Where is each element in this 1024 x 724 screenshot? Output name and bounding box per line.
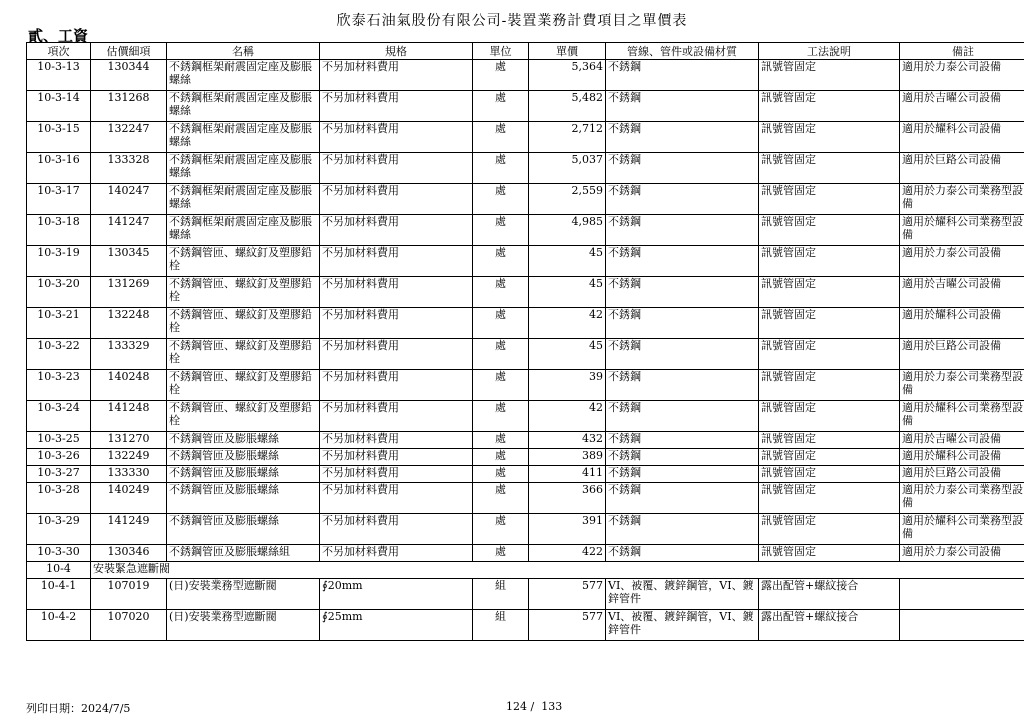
item-note: 適用於巨路公司設備 bbox=[900, 466, 1024, 483]
table-row bbox=[27, 401, 1024, 432]
item-price: 45 bbox=[529, 246, 606, 277]
section-heading: 貳、工資 bbox=[28, 27, 89, 45]
item-note: 適用於耀科公司設備 bbox=[900, 449, 1024, 466]
item-name: 不銹鋼管匝及膨脹螺絲 bbox=[167, 466, 320, 483]
item-material: 不銹鋼 bbox=[606, 483, 759, 514]
item-price: 389 bbox=[529, 449, 606, 466]
item-unit: 處 bbox=[473, 432, 529, 449]
item-no: 10-3-17 bbox=[27, 184, 91, 215]
item-unit: 組 bbox=[473, 610, 529, 641]
item-unit: 處 bbox=[473, 370, 529, 401]
item-unit: 處 bbox=[473, 514, 529, 545]
item-code: 132249 bbox=[91, 449, 167, 466]
item-material: 不銹鋼 bbox=[606, 153, 759, 184]
item-unit: 處 bbox=[473, 545, 529, 562]
item-price: 391 bbox=[529, 514, 606, 545]
table-row bbox=[27, 545, 1024, 562]
item-price: 577 bbox=[529, 610, 606, 641]
item-no: 10-3-30 bbox=[27, 545, 91, 562]
item-method: 訊號管固定 bbox=[759, 339, 900, 370]
item-code: 131269 bbox=[91, 277, 167, 308]
table-row bbox=[27, 579, 1024, 610]
item-material: 不銹鋼 bbox=[606, 514, 759, 545]
item-no: 10-3-23 bbox=[27, 370, 91, 401]
item-no: 10-3-20 bbox=[27, 277, 91, 308]
table-row bbox=[27, 514, 1024, 545]
item-name: (日)安裝業務型遮斷閥 bbox=[167, 579, 320, 610]
item-price: 5,482 bbox=[529, 91, 606, 122]
table-row bbox=[27, 610, 1024, 641]
item-name: 不銹鋼管匝及膨脹螺絲 bbox=[167, 514, 320, 545]
subsection-row bbox=[27, 562, 1024, 579]
item-note: 適用於耀科公司設備 bbox=[900, 308, 1024, 339]
item-unit: 處 bbox=[473, 122, 529, 153]
item-no: 10-3-29 bbox=[27, 514, 91, 545]
item-no: 10-4-2 bbox=[27, 610, 91, 641]
item-name: 不銹鋼管匝、螺紋釘及塑膠鉛栓 bbox=[167, 401, 320, 432]
item-unit: 處 bbox=[473, 246, 529, 277]
table-row bbox=[27, 449, 1024, 466]
table-row bbox=[27, 339, 1024, 370]
item-note: 適用於耀科公司設備 bbox=[900, 122, 1024, 153]
col-header: 名稱 bbox=[167, 43, 320, 60]
table-row bbox=[27, 277, 1024, 308]
item-no: 10-4-1 bbox=[27, 579, 91, 610]
item-no: 10-3-26 bbox=[27, 449, 91, 466]
item-material: 不銹鋼 bbox=[606, 91, 759, 122]
item-material: 不銹鋼 bbox=[606, 277, 759, 308]
col-header: 項次 bbox=[27, 43, 91, 60]
item-code: 133329 bbox=[91, 339, 167, 370]
item-code: 141249 bbox=[91, 514, 167, 545]
item-unit: 處 bbox=[473, 60, 529, 91]
header-row bbox=[27, 43, 1024, 60]
item-name: 不銹鋼框架耐震固定座及膨脹螺絲 bbox=[167, 60, 320, 91]
item-unit: 處 bbox=[473, 483, 529, 514]
item-material: VI、被覆、鍍鋅鋼管，VI、鍍鋅管件 bbox=[606, 579, 759, 610]
item-material: 不銹鋼 bbox=[606, 339, 759, 370]
item-unit: 處 bbox=[473, 449, 529, 466]
col-header: 單位 bbox=[473, 43, 529, 60]
item-no: 10-3-16 bbox=[27, 153, 91, 184]
item-code: 133330 bbox=[91, 466, 167, 483]
table-row bbox=[27, 370, 1024, 401]
item-unit: 處 bbox=[473, 184, 529, 215]
item-method: 訊號管固定 bbox=[759, 277, 900, 308]
item-price: 45 bbox=[529, 277, 606, 308]
item-method: 訊號管固定 bbox=[759, 60, 900, 91]
item-spec: 不另加材料費用 bbox=[320, 215, 473, 246]
item-method: 訊號管固定 bbox=[759, 122, 900, 153]
item-method: 訊號管固定 bbox=[759, 401, 900, 432]
item-note: 適用於耀科公司業務型設備 bbox=[900, 514, 1024, 545]
item-no: 10-3-19 bbox=[27, 246, 91, 277]
item-code: 131270 bbox=[91, 432, 167, 449]
item-name: 不銹鋼管匝及膨脹螺絲 bbox=[167, 432, 320, 449]
item-note: 適用於吉曜公司設備 bbox=[900, 432, 1024, 449]
item-spec: 不另加材料費用 bbox=[320, 153, 473, 184]
item-code: 141248 bbox=[91, 401, 167, 432]
item-unit: 處 bbox=[473, 401, 529, 432]
item-price: 2,559 bbox=[529, 184, 606, 215]
item-no: 10-3-14 bbox=[27, 91, 91, 122]
item-name: 不銹鋼管匝、螺紋釘及塑膠鉛栓 bbox=[167, 339, 320, 370]
item-no: 10-3-28 bbox=[27, 483, 91, 514]
price-table bbox=[26, 42, 1024, 641]
item-spec: 不另加材料費用 bbox=[320, 401, 473, 432]
item-code: 130346 bbox=[91, 545, 167, 562]
item-code: 131268 bbox=[91, 91, 167, 122]
item-price: 5,037 bbox=[529, 153, 606, 184]
item-spec: ∮25mm bbox=[320, 610, 473, 641]
item-material: 不銹鋼 bbox=[606, 545, 759, 562]
item-unit: 處 bbox=[473, 339, 529, 370]
item-unit: 處 bbox=[473, 308, 529, 339]
item-note: 適用於吉曜公司設備 bbox=[900, 91, 1024, 122]
col-header: 管線、管件或設備材質 bbox=[606, 43, 759, 60]
item-code: 140249 bbox=[91, 483, 167, 514]
item-unit: 處 bbox=[473, 215, 529, 246]
item-unit: 處 bbox=[473, 91, 529, 122]
col-header: 備註 bbox=[900, 43, 1024, 60]
item-note: 適用於力泰公司設備 bbox=[900, 60, 1024, 91]
item-method: 露出配管+螺紋接合 bbox=[759, 579, 900, 610]
item-method: 訊號管固定 bbox=[759, 246, 900, 277]
table-row bbox=[27, 308, 1024, 339]
item-note: 適用於力泰公司業務型設備 bbox=[900, 370, 1024, 401]
item-note: 適用於耀科公司業務型設備 bbox=[900, 401, 1024, 432]
table-row bbox=[27, 466, 1024, 483]
item-note: 適用於力泰公司設備 bbox=[900, 246, 1024, 277]
item-name: 不銹鋼框架耐震固定座及膨脹螺絲 bbox=[167, 91, 320, 122]
item-spec: 不另加材料費用 bbox=[320, 277, 473, 308]
table-row bbox=[27, 60, 1024, 91]
item-code: 130344 bbox=[91, 60, 167, 91]
item-no: 10-3-21 bbox=[27, 308, 91, 339]
item-code: 141247 bbox=[91, 215, 167, 246]
item-spec: 不另加材料費用 bbox=[320, 184, 473, 215]
item-note: 適用於巨路公司設備 bbox=[900, 153, 1024, 184]
item-spec: 不另加材料費用 bbox=[320, 545, 473, 562]
item-method: 訊號管固定 bbox=[759, 184, 900, 215]
item-material: 不銹鋼 bbox=[606, 308, 759, 339]
item-spec: 不另加材料費用 bbox=[320, 432, 473, 449]
item-name: 不銹鋼框架耐震固定座及膨脹螺絲 bbox=[167, 184, 320, 215]
item-note: 適用於巨路公司設備 bbox=[900, 339, 1024, 370]
item-spec: 不另加材料費用 bbox=[320, 91, 473, 122]
item-note bbox=[900, 579, 1024, 610]
item-method: 訊號管固定 bbox=[759, 545, 900, 562]
item-material: VI、被覆、鍍鋅鋼管，VI、鍍鋅管件 bbox=[606, 610, 759, 641]
item-name: 不銹鋼框架耐震固定座及膨脹螺絲 bbox=[167, 153, 320, 184]
item-note: 適用於力泰公司業務型設備 bbox=[900, 184, 1024, 215]
table-row bbox=[27, 215, 1024, 246]
item-method: 訊號管固定 bbox=[759, 153, 900, 184]
item-price: 4,985 bbox=[529, 215, 606, 246]
item-spec: 不另加材料費用 bbox=[320, 466, 473, 483]
table-row bbox=[27, 184, 1024, 215]
item-method: 訊號管固定 bbox=[759, 449, 900, 466]
col-header: 單價 bbox=[529, 43, 606, 60]
item-material: 不銹鋼 bbox=[606, 432, 759, 449]
item-unit: 處 bbox=[473, 277, 529, 308]
item-spec: 不另加材料費用 bbox=[320, 246, 473, 277]
item-name: 不銹鋼管匝及膨脹螺絲組 bbox=[167, 545, 320, 562]
item-spec: 不另加材料費用 bbox=[320, 122, 473, 153]
item-price: 422 bbox=[529, 545, 606, 562]
item-no: 10-3-22 bbox=[27, 339, 91, 370]
item-price: 411 bbox=[529, 466, 606, 483]
item-method: 訊號管固定 bbox=[759, 91, 900, 122]
item-price: 5,364 bbox=[529, 60, 606, 91]
item-material: 不銹鋼 bbox=[606, 184, 759, 215]
print-date: 列印日期：2024/7/5 bbox=[26, 702, 131, 715]
item-note: 適用於力泰公司業務型設備 bbox=[900, 483, 1024, 514]
item-no: 10-3-13 bbox=[27, 60, 91, 91]
item-material: 不銹鋼 bbox=[606, 466, 759, 483]
table-row bbox=[27, 91, 1024, 122]
item-method: 訊號管固定 bbox=[759, 483, 900, 514]
item-spec: 不另加材料費用 bbox=[320, 370, 473, 401]
subsection-no: 10-4 bbox=[27, 562, 91, 579]
item-spec: ∮20mm bbox=[320, 579, 473, 610]
item-note: 適用於吉曜公司設備 bbox=[900, 277, 1024, 308]
item-price: 42 bbox=[529, 308, 606, 339]
item-code: 132247 bbox=[91, 122, 167, 153]
item-price: 2,712 bbox=[529, 122, 606, 153]
item-price: 366 bbox=[529, 483, 606, 514]
item-spec: 不另加材料費用 bbox=[320, 339, 473, 370]
item-code: 140247 bbox=[91, 184, 167, 215]
table-row bbox=[27, 153, 1024, 184]
item-unit: 處 bbox=[473, 153, 529, 184]
col-header: 工法說明 bbox=[759, 43, 900, 60]
document-title: 欣泰石油氣股份有限公司-裝置業務計費項目之單價表 bbox=[336, 13, 688, 29]
item-method: 訊號管固定 bbox=[759, 514, 900, 545]
item-name: 不銹鋼管匝、螺紋釘及塑膠鉛栓 bbox=[167, 370, 320, 401]
table-row bbox=[27, 246, 1024, 277]
table-row bbox=[27, 122, 1024, 153]
item-unit: 組 bbox=[473, 579, 529, 610]
item-price: 39 bbox=[529, 370, 606, 401]
item-note: 適用於耀科公司業務型設備 bbox=[900, 215, 1024, 246]
item-material: 不銹鋼 bbox=[606, 370, 759, 401]
item-name: 不銹鋼框架耐震固定座及膨脹螺絲 bbox=[167, 122, 320, 153]
item-no: 10-3-27 bbox=[27, 466, 91, 483]
item-unit: 處 bbox=[473, 466, 529, 483]
item-price: 42 bbox=[529, 401, 606, 432]
item-spec: 不另加材料費用 bbox=[320, 483, 473, 514]
item-material: 不銹鋼 bbox=[606, 215, 759, 246]
item-price: 432 bbox=[529, 432, 606, 449]
item-name: 不銹鋼框架耐震固定座及膨脹螺絲 bbox=[167, 215, 320, 246]
item-code: 130345 bbox=[91, 246, 167, 277]
item-code: 140248 bbox=[91, 370, 167, 401]
item-method: 訊號管固定 bbox=[759, 370, 900, 401]
item-price: 45 bbox=[529, 339, 606, 370]
item-material: 不銹鋼 bbox=[606, 401, 759, 432]
item-code: 132248 bbox=[91, 308, 167, 339]
item-spec: 不另加材料費用 bbox=[320, 308, 473, 339]
item-method: 訊號管固定 bbox=[759, 432, 900, 449]
item-spec: 不另加材料費用 bbox=[320, 449, 473, 466]
col-header: 規格 bbox=[320, 43, 473, 60]
item-code: 107020 bbox=[91, 610, 167, 641]
item-note bbox=[900, 610, 1024, 641]
item-material: 不銹鋼 bbox=[606, 60, 759, 91]
item-no: 10-3-25 bbox=[27, 432, 91, 449]
item-price: 577 bbox=[529, 579, 606, 610]
item-no: 10-3-18 bbox=[27, 215, 91, 246]
item-name: 不銹鋼管匝、螺紋釘及塑膠鉛栓 bbox=[167, 277, 320, 308]
item-method: 訊號管固定 bbox=[759, 308, 900, 339]
item-material: 不銹鋼 bbox=[606, 122, 759, 153]
item-note: 適用於力泰公司設備 bbox=[900, 545, 1024, 562]
item-material: 不銹鋼 bbox=[606, 246, 759, 277]
item-name: 不銹鋼管匝、螺紋釘及塑膠鉛栓 bbox=[167, 308, 320, 339]
page-number: 124 / 133 bbox=[506, 700, 563, 713]
subsection-name: 安裝緊急遮斷閥 bbox=[91, 562, 1024, 579]
col-header: 估價細項 bbox=[91, 43, 167, 60]
item-code: 133328 bbox=[91, 153, 167, 184]
item-name: 不銹鋼管匝、螺紋釘及塑膠鉛栓 bbox=[167, 246, 320, 277]
item-method: 露出配管+螺紋接合 bbox=[759, 610, 900, 641]
item-material: 不銹鋼 bbox=[606, 449, 759, 466]
item-no: 10-3-15 bbox=[27, 122, 91, 153]
table-row bbox=[27, 432, 1024, 449]
item-name: 不銹鋼管匝及膨脹螺絲 bbox=[167, 449, 320, 466]
item-spec: 不另加材料費用 bbox=[320, 514, 473, 545]
item-method: 訊號管固定 bbox=[759, 215, 900, 246]
item-spec: 不另加材料費用 bbox=[320, 60, 473, 91]
item-name: 不銹鋼管匝及膨脹螺絲 bbox=[167, 483, 320, 514]
table-row bbox=[27, 483, 1024, 514]
item-no: 10-3-24 bbox=[27, 401, 91, 432]
item-name: (日)安裝業務型遮斷閥 bbox=[167, 610, 320, 641]
item-method: 訊號管固定 bbox=[759, 466, 900, 483]
item-code: 107019 bbox=[91, 579, 167, 610]
